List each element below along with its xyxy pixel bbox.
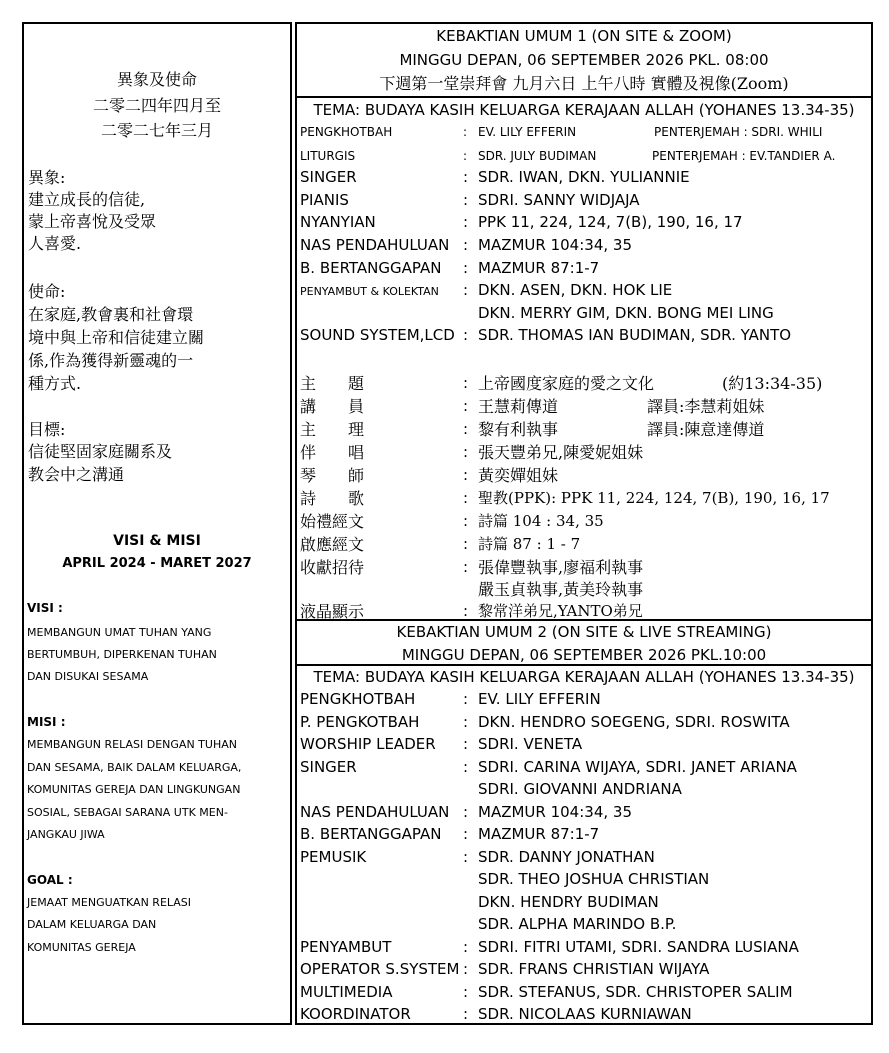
goal-line: 信徒堅固家庭關系及 <box>28 442 173 461</box>
row-label: MULTIMEDIA <box>300 983 393 1001</box>
visi-misi-period: APRIL 2024 - MARET 2027 <box>62 556 252 571</box>
goal-label: GOAL : <box>27 873 73 887</box>
row-label: B. BERTANGGAPAN <box>300 259 442 277</box>
row-value: SDR. JULY BUDIMAN <box>478 149 597 163</box>
zh-row-label: 主 理 <box>300 420 365 439</box>
zh-row-label: 收獻招待 <box>300 558 365 577</box>
service2-date: MINGGU DEPAN, 06 SEPTEMBER 2026 PKL.10:00 <box>401 646 767 664</box>
colon: : <box>463 326 469 344</box>
service1-theme: TEMA: BUDAYA KASIH KELUARGA KERAJAAN ALLAH (YOHANES 13.34-35) <box>313 101 855 119</box>
row-label: LITURGIS <box>300 149 356 163</box>
row-label: WORSHIP LEADER <box>300 735 436 753</box>
row-value: SDR. IWAN, DKN. YULIANNIE <box>478 168 690 186</box>
row-label: PENYAMBUT & KOLEKTAN <box>300 285 439 298</box>
zh-row-label: 主 題 <box>300 374 365 393</box>
row-label: PENYAMBUT <box>300 938 392 956</box>
goal-line: 教会中之溝通 <box>28 465 125 484</box>
row-value: SDR. DANNY JONATHAN <box>478 848 655 866</box>
zh-row-label: 琴 師 <box>300 466 365 485</box>
colon: : <box>463 281 469 299</box>
row-label: B. BERTANGGAPAN <box>300 825 442 843</box>
mission-line: 種方式. <box>28 374 82 393</box>
colon: : <box>463 690 469 708</box>
zh-row-value: 張天豐弟兄,陳愛妮姐妹 <box>478 443 644 462</box>
colon: : <box>463 191 469 209</box>
row-label: SINGER <box>300 168 357 186</box>
row-value: MAZMUR 104:34, 35 <box>478 236 632 254</box>
colon: : <box>463 236 469 254</box>
vision-line: 人喜愛. <box>28 234 82 253</box>
vision-line: 蒙上帝喜悅及受眾 <box>28 212 157 231</box>
zh-row-value: 黃奕嬋姐妹 <box>478 466 559 485</box>
misi-line: MEMBANGUN RELASI DENGAN TUHAN <box>27 738 237 751</box>
colon: : <box>463 758 469 776</box>
visi-line: MEMBANGUN UMAT TUHAN YANG <box>27 626 212 639</box>
colon: : <box>463 259 469 277</box>
divider <box>297 664 871 666</box>
zh-row-value: 詩篇 87 : 1 - 7 <box>478 535 581 553</box>
zh-row-label: 講 員 <box>300 397 365 416</box>
divider <box>297 619 871 621</box>
colon: : <box>463 938 469 956</box>
colon: : <box>463 1005 469 1023</box>
vision-heading: 異象: <box>28 168 66 187</box>
colon: : <box>463 825 469 843</box>
row-value: SDR. ALPHA MARINDO B.P. <box>478 915 677 933</box>
row-translator: PENTERJEMAH : SDRI. WHILI <box>654 125 823 139</box>
row-label: NAS PENDAHULUAN <box>300 236 450 254</box>
colon: : <box>463 374 469 392</box>
mission-heading: 使命: <box>28 282 66 301</box>
service2-theme: TEMA: BUDAYA KASIH KELUARGA KERAJAAN ALLAH (YOHANES 13.34-35) <box>313 668 855 686</box>
colon: : <box>463 125 468 139</box>
colon: : <box>463 397 469 415</box>
row-value: DKN. ASEN, DKN. HOK LIE <box>478 281 673 299</box>
misi-line: KOMUNITAS GEREJA DAN LINGKUNGAN <box>27 783 241 796</box>
misi-label: MISI : <box>27 715 66 729</box>
row-value: DKN. MERRY GIM, DKN. BONG MEI LING <box>478 304 774 322</box>
colon: : <box>463 512 469 530</box>
row-value: MAZMUR 104:34, 35 <box>478 803 632 821</box>
visi-misi-title: VISI & MISI <box>113 533 201 549</box>
row-label: NYANYIAN <box>300 213 376 231</box>
row-label: OPERATOR S.SYSTEM <box>300 960 460 978</box>
goal-id-line: DALAM KELUARGA DAN <box>27 918 157 931</box>
row-value: SDRI. CARINA WIJAYA, SDRI. JANET ARIANA <box>478 758 797 776</box>
colon: : <box>463 489 469 507</box>
zh-row-label: 啟應經文 <box>300 535 365 554</box>
colon: : <box>463 466 469 484</box>
service2-title: KEBAKTIAN UMUM 2 (ON SITE & LIVE STREAMING) <box>396 623 772 641</box>
zh-row-translator: 譯員:李慧莉姐妹 <box>647 397 765 416</box>
row-label: PEMUSIK <box>300 848 367 866</box>
row-value: EV. LILY EFFERIN <box>478 690 601 708</box>
row-value: SDR. STEFANUS, SDR. CHRISTOPER SALIM <box>478 983 793 1001</box>
row-value: PPK 11, 224, 124, 7(B), 190, 16, 17 <box>478 213 743 231</box>
misi-line: JANGKAU JIWA <box>27 828 105 841</box>
colon: : <box>463 848 469 866</box>
vision-title-3: 二零二七年三月 <box>100 121 213 140</box>
misi-line: DAN SESAMA, BAIK DALAM KELUARGA, <box>27 761 242 774</box>
row-value: SDRI. GIOVANNI ANDRIANA <box>478 780 682 798</box>
zh-row-ref: (約13:34-35) <box>722 374 823 393</box>
row-label: SOUND SYSTEM,LCD <box>300 326 455 344</box>
colon: : <box>463 149 468 163</box>
row-label: SINGER <box>300 758 357 776</box>
row-value: DKN. HENDRY BUDIMAN <box>478 893 659 911</box>
row-value: MAZMUR 87:1-7 <box>478 259 600 277</box>
row-label: NAS PENDAHULUAN <box>300 803 450 821</box>
colon: : <box>463 558 469 576</box>
row-label: PENGKHOTBAH <box>300 125 393 139</box>
vision-title-2: 二零二四年四月至 <box>92 96 221 115</box>
zh-row-value: 張偉豐執事,廖福利執事 <box>478 558 644 577</box>
row-translator: PENTERJEMAH : EV.TANDIER A. <box>652 149 836 163</box>
row-value: DKN. HENDRO SOEGENG, SDRI. ROSWITA <box>478 713 790 731</box>
row-label: P. PENGKOTBAH <box>300 713 420 731</box>
zh-row-value: 王慧莉傳道 <box>478 397 559 416</box>
zh-row-value: 詩篇 104 : 34, 35 <box>478 512 604 530</box>
zh-row-label: 伴 唱 <box>300 443 365 462</box>
zh-row-value: 上帝國度家庭的愛之文化 <box>478 374 655 393</box>
zh-row-translator: 譯員:陳意達傳道 <box>647 420 765 439</box>
row-value: SDR. NICOLAAS KURNIAWAN <box>478 1005 692 1023</box>
service-schedule-panel <box>295 22 873 1025</box>
row-value: EV. LILY EFFERIN <box>478 125 577 139</box>
row-value: SDR. THOMAS IAN BUDIMAN, SDR. YANTO <box>478 326 792 344</box>
colon: : <box>463 803 469 821</box>
colon: : <box>463 535 469 553</box>
service1-date-zh: 下週第一堂崇拜會 九月六日 上午八時 實體及視像(Zoom) <box>379 74 789 93</box>
zh-row-value: 聖教(PPK): PPK 11, 224, 124, 7(B), 190, 16, 17 <box>478 489 830 507</box>
row-label: KOORDINATOR <box>300 1005 411 1023</box>
colon: : <box>463 735 469 753</box>
colon: : <box>463 168 469 186</box>
mission-line: 係,作為獲得新靈魂的一 <box>28 351 194 370</box>
row-value: SDR. THEO JOSHUA CHRISTIAN <box>478 870 710 888</box>
row-value: SDRI. VENETA <box>478 735 583 753</box>
zh-row-label: 詩 歌 <box>300 489 365 508</box>
goal-id-line: JEMAAT MENGUATKAN RELASI <box>27 896 192 909</box>
mission-line: 境中與上帝和信徒建立關 <box>28 328 205 347</box>
row-label: PENGKHOTBAH <box>300 690 416 708</box>
colon: : <box>463 443 469 461</box>
vision-title-1: 異象及使命 <box>116 70 197 89</box>
goal-heading: 目標: <box>28 420 66 439</box>
visi-line: BERTUMBUH, DIPERKENAN TUHAN <box>27 648 217 661</box>
vision-mission-panel <box>22 22 292 1025</box>
vision-line: 建立成長的信徒, <box>28 190 146 209</box>
colon: : <box>463 213 469 231</box>
row-label: PIANIS <box>300 191 349 209</box>
divider <box>297 96 871 98</box>
colon: : <box>463 960 469 978</box>
service1-title: KEBAKTIAN UMUM 1 (ON SITE & ZOOM) <box>436 27 732 45</box>
zh-row-value: 黎有利執事 <box>478 420 559 439</box>
row-value: SDRI. FITRI UTAMI, SDRI. SANDRA LUSIANA <box>478 938 799 956</box>
visi-label: VISI : <box>27 601 63 615</box>
row-value: SDR. FRANS CHRISTIAN WIJAYA <box>478 960 710 978</box>
zh-row-value: 嚴玉貞執事,黃美玲執事 <box>478 580 644 599</box>
goal-id-line: KOMUNITAS GEREJA <box>27 941 136 954</box>
colon: : <box>463 983 469 1001</box>
colon: : <box>463 713 469 731</box>
colon: : <box>463 602 469 620</box>
zh-row-label: 始禮經文 <box>300 512 365 531</box>
row-value: MAZMUR 87:1-7 <box>478 825 600 843</box>
misi-line: SOSIAL, SEBAGAI SARANA UTK MEN- <box>27 806 228 819</box>
zh-row-label: 液晶顯示 <box>300 602 365 621</box>
zh-row-value: 黎常洋弟兄,YANTO弟兄 <box>478 602 643 620</box>
mission-line: 在家庭,教會裏和社會環 <box>28 305 194 324</box>
visi-line: DAN DISUKAI SESAMA <box>27 670 149 683</box>
colon: : <box>463 420 469 438</box>
row-value: SDRI. SANNY WIDJAJA <box>478 191 640 209</box>
service1-date: MINGGU DEPAN, 06 SEPTEMBER 2026 PKL. 08:00 <box>399 51 769 69</box>
